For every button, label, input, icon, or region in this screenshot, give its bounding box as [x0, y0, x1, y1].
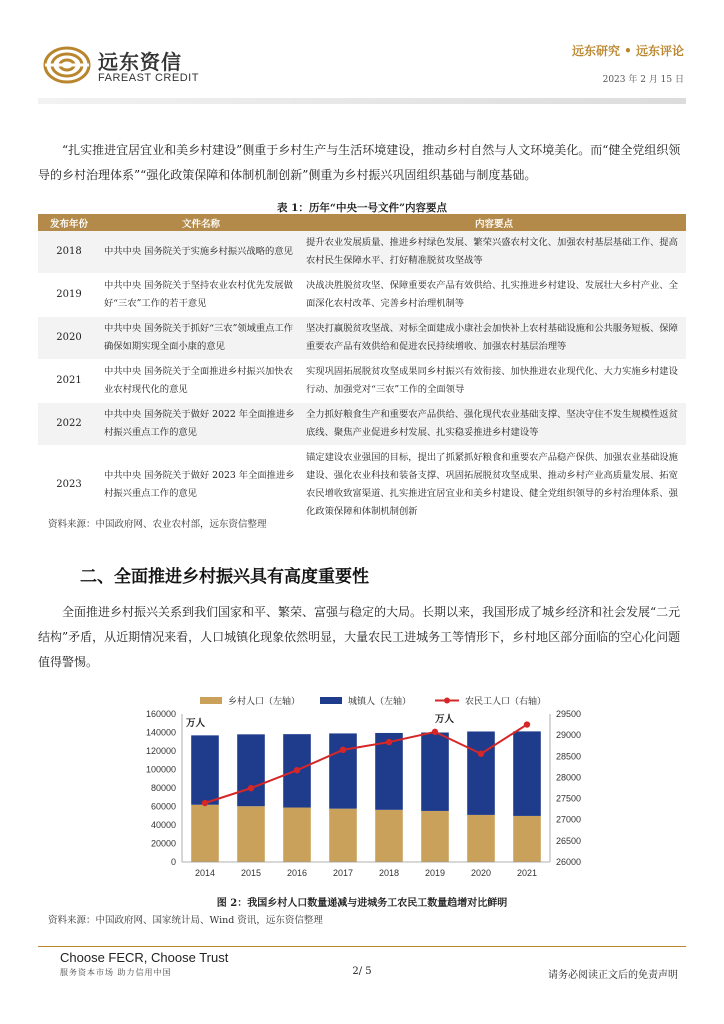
right-tick-label: 27000 — [556, 814, 582, 825]
table-source: 资料来源：中国政府网、农业农村部，远东资信整理 — [48, 519, 267, 530]
legend-swatch-rural — [200, 697, 222, 704]
bar-urban-population — [467, 731, 495, 814]
right-tick-label: 27500 — [556, 793, 582, 804]
left-tick-label: 20000 — [150, 838, 176, 849]
left-unit-label: 万人 — [186, 718, 206, 729]
row-doc-name: 中共中央 国务院关于抓好“三农”领域重点工作确保如期实现全面小康的意见 — [100, 317, 302, 360]
bar-rural-population — [283, 808, 311, 862]
footer-disclaimer: 请务必阅读正文后的免责声明 — [548, 970, 678, 981]
table-header-row — [38, 214, 686, 231]
row-doc-name: 中共中央 国务院关于做好 2022 年全面推进乡村振兴重点工作的意见 — [100, 403, 302, 446]
bar-rural-population — [467, 815, 495, 862]
point-migrant-workers — [524, 721, 530, 727]
row-key-points: 坚决打赢脱贫攻坚战、对标全面建成小康社会加快补上农村基础设施和公共服务短板、保障重要农产品有效供给和促进农民持续增收、加强农村基层治理等 — [302, 317, 686, 360]
point-migrant-workers — [340, 747, 346, 753]
right-tick-label: 29000 — [556, 730, 582, 741]
chart-legend — [200, 695, 546, 707]
table-row — [38, 446, 686, 525]
bar-rural-population — [237, 806, 265, 862]
table-row — [38, 231, 686, 274]
x-tick-label: 2017 — [332, 868, 354, 878]
point-migrant-workers — [294, 767, 300, 773]
left-tick-label: 80000 — [150, 783, 176, 793]
footer-divider — [38, 946, 686, 947]
header-divider — [38, 98, 686, 104]
row-year: 2020 — [38, 317, 100, 360]
brand-name-cn: 远东资信 — [98, 50, 182, 74]
bar-urban-population — [329, 733, 357, 808]
report-series: 远东研究 • 远东评论 — [571, 44, 684, 58]
x-tick-label: 2020 — [470, 868, 492, 878]
left-tick-label: 120000 — [145, 746, 176, 756]
row-key-points: 决战决胜脱贫攻坚、保障重要农产品有效供给、扎实推进乡村建设、发展壮大乡村产业、全面深化农村改革、完善乡村治理机制等 — [302, 274, 686, 317]
legend-marker-migrant — [444, 698, 450, 704]
bar-urban-population — [513, 731, 541, 816]
legend-label-migrant: 农民工人口（右轴） — [465, 697, 547, 707]
right-tick-label: 26500 — [556, 835, 582, 846]
header-year: 发布年份 — [38, 214, 100, 231]
row-key-points: 全力抓好粮食生产和重要农产品供给、强化现代农业基础支撑、坚决守住不发生规模性返贫底线、聚焦产业促进乡村发展、扎实稳妥推进乡村建设等 — [302, 403, 686, 446]
table-row — [38, 317, 686, 360]
footer-slogan-cn: 服务资本市场 助力信用中国 — [60, 968, 172, 977]
legend-label-rural: 乡村人口（左轴） — [228, 697, 301, 707]
left-tick-label: 160000 — [145, 709, 176, 719]
legend-label-urban: 城镇人（左轴） — [348, 697, 412, 707]
bar-urban-population — [421, 733, 449, 811]
bar-rural-population — [421, 811, 449, 862]
left-tick-label: 0 — [170, 857, 176, 867]
right-tick-label: 29500 — [556, 709, 582, 719]
right-tick-label: 28500 — [556, 751, 582, 762]
row-doc-name: 中共中央 国务院关于全面推进乡村振兴加快农业农村现代化的意见 — [100, 360, 302, 403]
point-migrant-workers — [386, 739, 392, 745]
left-tick-label: 60000 — [150, 801, 176, 812]
point-migrant-workers — [478, 751, 484, 757]
point-migrant-workers — [248, 785, 254, 791]
bar-rural-population — [375, 810, 403, 862]
x-tick-label: 2021 — [516, 868, 538, 878]
section-heading: 二、全面推进乡村振兴具有高度重要性 — [80, 567, 369, 587]
bar-rural-population — [191, 805, 219, 862]
row-doc-name: 中共中央 国务院关于实施乡村振兴战略的意见 — [100, 231, 302, 274]
left-tick-label: 40000 — [150, 820, 176, 830]
point-migrant-workers — [202, 800, 208, 806]
x-tick-label: 2014 — [194, 868, 216, 878]
row-year: 2021 — [38, 360, 100, 403]
left-tick-label: 140000 — [145, 727, 176, 738]
row-year: 2023 — [38, 446, 100, 525]
page-number: 2/ 5 — [352, 966, 372, 977]
right-tick-label: 26000 — [556, 857, 582, 867]
header-doc-name: 文件名称 — [100, 214, 302, 231]
table-row — [38, 403, 686, 446]
right-tick-label: 28000 — [556, 772, 582, 783]
header-key-points: 内容要点 — [302, 214, 686, 231]
x-tick-label: 2015 — [240, 868, 262, 878]
table-title: 表 1：历年“中央一号文件”内容要点 — [276, 202, 448, 214]
fareast-credit-logo-icon — [42, 44, 92, 86]
row-doc-name: 中共中央 国务院关于做好 2023 年全面推进乡村振兴重点工作的意见 — [100, 446, 302, 525]
table-row — [38, 360, 686, 403]
row-key-points: 提升农业发展质量、推进乡村绿色发展、繁荣兴盛农村文化、加强农村基层基础工作、提高农村民生保障水平、打好精准脱贫攻坚战等 — [302, 231, 686, 274]
chart-source: 资料来源：中国政府网、国家统计局、Wind 资讯，远东资信整理 — [48, 915, 323, 926]
key-points-table — [38, 214, 686, 525]
intro-paragraph: “扎实推进宜居宜业和美乡村建设”侧重于乡村生产与生活环境建设，推动乡村自然与人文环境美化。而“健全党组织领导的乡村治理体系”“强化政策保障和体制机制创新”侧重为乡村振兴巩固组织基础与制度基础。 — [38, 143, 681, 182]
bar-rural-population — [329, 809, 357, 862]
x-tick-label: 2018 — [378, 868, 400, 878]
bar-rural-population — [513, 816, 541, 862]
table-row — [38, 274, 686, 317]
legend-swatch-urban — [320, 697, 342, 704]
bar-urban-population — [237, 734, 265, 806]
figure-caption: 图 2：我国乡村人口数量递减与进城务工农民工数量趋增对比鲜明 — [216, 898, 508, 909]
bar-urban-population — [191, 735, 219, 804]
footer-slogan-en: Choose FECR, Choose Trust — [60, 950, 229, 965]
population-chart — [140, 694, 590, 890]
brand-name-en: FAREAST CREDIT — [98, 72, 199, 84]
row-key-points: 实现巩固拓展脱贫攻坚成果同乡村振兴有效衔接、加快推进农业现代化、大力实施乡村建设行动、加强党对“三农”工作的全面领导 — [302, 360, 686, 403]
row-year: 2018 — [38, 231, 100, 274]
row-year: 2022 — [38, 403, 100, 446]
row-key-points: 锚定建设农业强国的目标，提出了抓紧抓好粮食和重要农产品稳产保供、加强农业基础设施建设、强化农业科技和装备支撑、巩固拓展脱贫攻坚成果、推动乡村产业高质量发展、拓宽农民增收致富渠道、扎实推进宜居宜业和美乡村建设、健全党组织领导的乡村治理体系、强化政策保障和体制机制创新 — [302, 446, 686, 525]
left-tick-label: 100000 — [145, 764, 176, 775]
report-date: 2023 年 2 月 15 日 — [602, 75, 684, 85]
x-tick-label: 2016 — [286, 868, 308, 878]
row-doc-name: 中共中央 国务院关于坚持农业农村优先发展做好“三农”工作的若干意见 — [100, 274, 302, 317]
row-year: 2019 — [38, 274, 100, 317]
x-tick-label: 2019 — [424, 868, 446, 878]
section-paragraph: 全面推进乡村振兴关系到我们国家和平、繁荣、富强与稳定的大局。长期以来，我国形成了城乡经济和社会发展“二元结构”矛盾，从近期情况来看，人口城镇化现象依然明显，大量农民工进城务工等情形下，乡村地区部分面临的空心化问题值得警惕。 — [38, 605, 681, 669]
right-unit-label: 万人 — [435, 714, 455, 725]
point-migrant-workers — [432, 729, 438, 735]
